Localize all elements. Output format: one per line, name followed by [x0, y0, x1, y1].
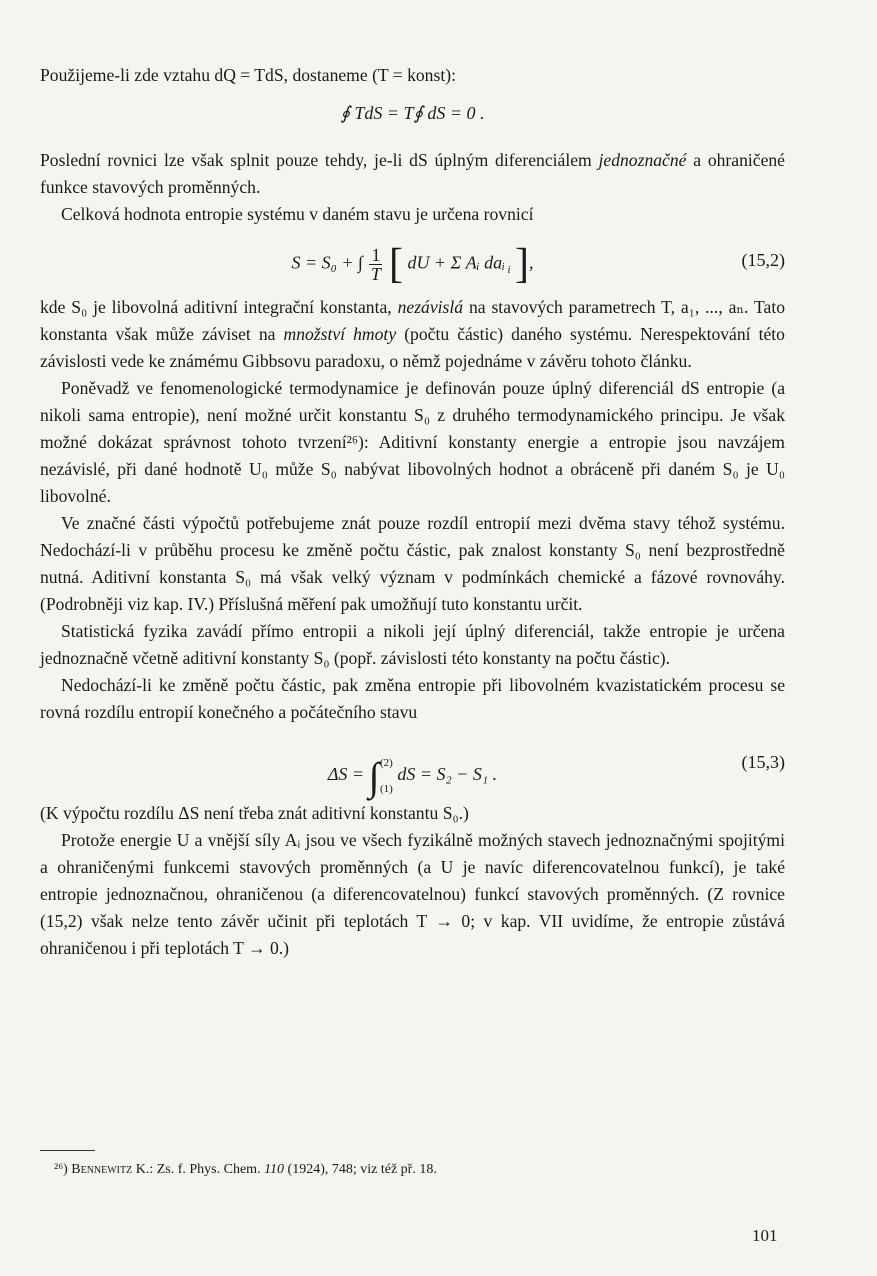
paragraph-4-italic-2: množství hmoty — [283, 324, 397, 344]
equation-3 — [40, 750, 785, 802]
footnote-journal: Zs. f. Phys. Chem. — [153, 1162, 265, 1177]
paragraph-4-text-c: na stavových parametrech T, a₁, ..., aₙ. Tato konstanta však může záviset na — [40, 297, 785, 344]
paragraph-4-text-a: kde S₀ je libovolná aditivní integrační konstanta, — [40, 297, 398, 317]
paragraph-4 — [40, 294, 785, 375]
footnote-rule — [40, 1150, 95, 1151]
paragraph-2-text-c: a ohraničené funkce stavových proměnných. — [40, 150, 785, 197]
paragraph-6: Ve značné části výpočtů potřebujeme znát pouze rozdíl entropií mezi dvěma stavy téhož systému. Nedochází-li v průběhu procesu ke změně počtu částic, pak znalost konstanty S₀ není bezprostředně nutná. Aditivní konstanta S₀ má však velký význam v podmínkách chemické a fázové rovnováhy. (Podrobněji viz kap. IV.) Příslušná měření pak umožňují tuto konstantu určit. — [40, 513, 785, 614]
footnote-mark: ²⁶) — [54, 1162, 68, 1177]
equation-3-right: dS = S₂ − S₁ . — [397, 764, 498, 785]
footnote — [40, 1150, 785, 1179]
paragraph-10: Protože energie U a vnější síly Aᵢ jsou ve všech fyzikálně možných stavech jednoznačnými spojitými a ohraničenými funkcemi stavových proměnných (a U je navíc diferencovatelnou funkcí), je také entropie jednoznačnou, ohraničenou (a diferencovatelnou) funkcí stavových proměnných. (Z rovnice (15,2) však nelze tento závěr učinit při teplotách T → 0; v kap. VII uvidíme, že entropie zůstává ohraničenou i při teplotách T → 0.) — [40, 830, 785, 958]
paragraph-2-text-a: Poslední rovnici lze však splnit pouze tehdy, je-li dS úplným diferenciálem — [40, 150, 599, 170]
paragraph-4-italic-1: nezávislá — [397, 297, 464, 317]
right-bracket: ] — [515, 241, 530, 288]
footnote-author: Bennewitz K.: — [71, 1162, 154, 1177]
left-bracket: [ — [388, 241, 403, 288]
paragraph-7: Statistická fyzika zavádí přímo entropii a nikoli její úplný diferenciál, takže entropie je určena jednoznačně včetně aditivní konstanty S₀ (popř. závislosti této konstanty na počtu částic). — [40, 621, 785, 668]
paragraph-2 — [40, 147, 785, 201]
equation-2-body: dU + Σ Aᵢ daᵢ — [407, 252, 505, 273]
equation-entropy — [40, 228, 785, 294]
paragraph-5: Poněvadž ve fenomenologické termodynamice je definován pouze úplný diferenciál dS entropie (a nikoli sama entropie), není možné určit konstantu S₀ z druhého termodynamického principu. Je však možné dokázat správnost tohoto tvrzení²⁶): Aditivní konstanty energie a entropie jsou navzájem nezávislé, při dané hodnotě U₀ může S₀ nabývat libovolných hodnot a obráceně při daném S₀ je U₀ libovolné. — [40, 378, 785, 506]
paragraph-8: Nedochází-li ke změně počtu částic, pak změna entropie při libovolném kvazistatickém procesu se rovná rozdílu entropií konečného a počátečního stavu — [40, 675, 785, 722]
equation-2-number: (15,2) — [741, 250, 785, 270]
lower-limit: (1) — [380, 783, 393, 795]
footnote-volume: 110 — [264, 1162, 285, 1177]
upper-limit: (2) — [380, 757, 393, 769]
integral-sign: ∫ — [368, 754, 380, 800]
equation-2-fraction — [369, 246, 382, 283]
paragraph-1: Použijeme-li zde vztahu dQ = TdS, dostaneme (T = konst): — [40, 65, 456, 85]
paragraph-9: (K výpočtu rozdílu ΔS není třeba znát aditivní konstantu S₀.) — [40, 803, 469, 823]
fraction-denominator: T — [370, 264, 381, 284]
equation-3-number: (15,3) — [741, 752, 785, 772]
paragraph-4-text-e: (počtu částic) daného systému. Nerespektování této závislosti vede ke známému Gibbsovu paradoxu, o němž pojednáme v závěru tohoto článku. — [40, 324, 785, 371]
page-body — [40, 62, 785, 962]
equation-entropy-difference — [40, 726, 785, 800]
sum-index: i — [507, 263, 511, 276]
footnote-rest: (1924), 748; viz též př. 18. — [284, 1162, 437, 1177]
page-number: 101 — [752, 1226, 778, 1245]
fraction-numerator: 1 — [371, 245, 381, 265]
equation-1: ∮ TdS = T∮ dS = 0 . — [340, 103, 485, 123]
paragraph-3: Celková hodnota entropie systému v daném stavu je určena rovnicí — [61, 204, 534, 224]
equation-3-left: ΔS = — [327, 764, 365, 785]
paragraph-2-italic: jednoznačné — [598, 150, 687, 170]
footnote-text — [40, 1161, 785, 1179]
equation-2-left: S = S₀ + ∫ — [291, 252, 363, 273]
equation-2: S = S₀ + ∫ $\frac{1}{T}$ [ dU + Σ Aᵢ daᵢ i ], — [291, 241, 534, 288]
integral-limits — [380, 750, 393, 802]
equation-cyclic-integral — [40, 89, 785, 147]
